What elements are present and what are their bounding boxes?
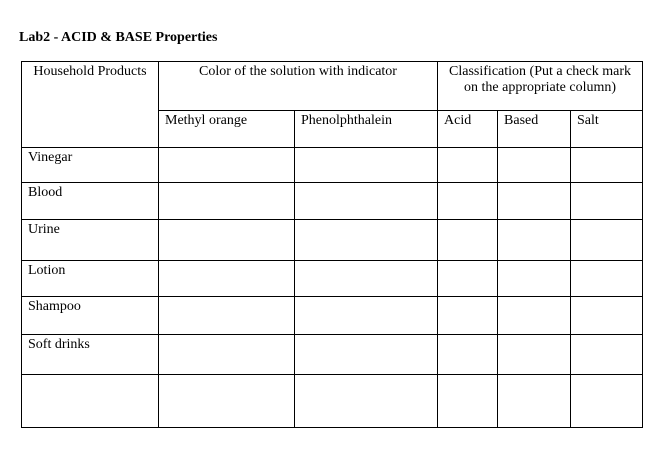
phenolphthalein-cell[interactable] bbox=[295, 335, 438, 375]
acid-check-cell[interactable] bbox=[438, 183, 498, 220]
acid-check-cell[interactable] bbox=[438, 261, 498, 297]
based-check-cell[interactable] bbox=[498, 261, 571, 297]
header-salt: Salt bbox=[571, 111, 643, 148]
table-row bbox=[22, 148, 643, 183]
page-title: Lab2 - ACID & BASE Properties bbox=[19, 30, 218, 45]
phenolphthalein-cell[interactable] bbox=[295, 261, 438, 297]
salt-check-cell[interactable] bbox=[571, 375, 643, 428]
table-row bbox=[22, 220, 643, 261]
header-acid: Acid bbox=[438, 111, 498, 148]
based-check-cell[interactable] bbox=[498, 335, 571, 375]
header-based: Based bbox=[498, 111, 571, 148]
row-label: Urine bbox=[22, 220, 159, 261]
header-household-products: Household Products bbox=[22, 62, 159, 148]
phenolphthalein-cell[interactable] bbox=[295, 148, 438, 183]
salt-check-cell[interactable] bbox=[571, 183, 643, 220]
table-row bbox=[22, 261, 643, 297]
row-label: Shampoo bbox=[22, 297, 159, 335]
acid-check-cell[interactable] bbox=[438, 335, 498, 375]
salt-check-cell[interactable] bbox=[571, 297, 643, 335]
phenolphthalein-cell[interactable] bbox=[295, 183, 438, 220]
row-label[interactable] bbox=[22, 375, 159, 428]
table-row bbox=[22, 335, 643, 375]
acid-check-cell[interactable] bbox=[438, 220, 498, 261]
methyl-orange-cell[interactable] bbox=[159, 375, 295, 428]
based-check-cell[interactable] bbox=[498, 220, 571, 261]
table-row bbox=[22, 297, 643, 335]
based-check-cell[interactable] bbox=[498, 375, 571, 428]
salt-check-cell[interactable] bbox=[571, 261, 643, 297]
properties-table bbox=[21, 61, 643, 428]
phenolphthalein-cell[interactable] bbox=[295, 297, 438, 335]
row-label: Blood bbox=[22, 183, 159, 220]
salt-check-cell[interactable] bbox=[571, 220, 643, 261]
acid-check-cell[interactable] bbox=[438, 148, 498, 183]
row-label: Vinegar bbox=[22, 148, 159, 183]
acid-check-cell[interactable] bbox=[438, 375, 498, 428]
salt-check-cell[interactable] bbox=[571, 148, 643, 183]
salt-check-cell[interactable] bbox=[571, 335, 643, 375]
header-classification-group: Classification (Put a check mark on the appropriate column) bbox=[438, 62, 643, 111]
header-methyl-orange: Methyl orange bbox=[159, 111, 295, 148]
methyl-orange-cell[interactable] bbox=[159, 261, 295, 297]
methyl-orange-cell[interactable] bbox=[159, 220, 295, 261]
table-row bbox=[22, 375, 643, 428]
based-check-cell[interactable] bbox=[498, 148, 571, 183]
methyl-orange-cell[interactable] bbox=[159, 183, 295, 220]
row-label: Lotion bbox=[22, 261, 159, 297]
based-check-cell[interactable] bbox=[498, 183, 571, 220]
methyl-orange-cell[interactable] bbox=[159, 148, 295, 183]
acid-check-cell[interactable] bbox=[438, 297, 498, 335]
table-row bbox=[22, 183, 643, 220]
phenolphthalein-cell[interactable] bbox=[295, 220, 438, 261]
row-label: Soft drinks bbox=[22, 335, 159, 375]
methyl-orange-cell[interactable] bbox=[159, 297, 295, 335]
header-color-group: Color of the solution with indicator bbox=[159, 62, 438, 111]
based-check-cell[interactable] bbox=[498, 297, 571, 335]
phenolphthalein-cell[interactable] bbox=[295, 375, 438, 428]
header-phenolphthalein: Phenolphthalein bbox=[295, 111, 438, 148]
methyl-orange-cell[interactable] bbox=[159, 335, 295, 375]
